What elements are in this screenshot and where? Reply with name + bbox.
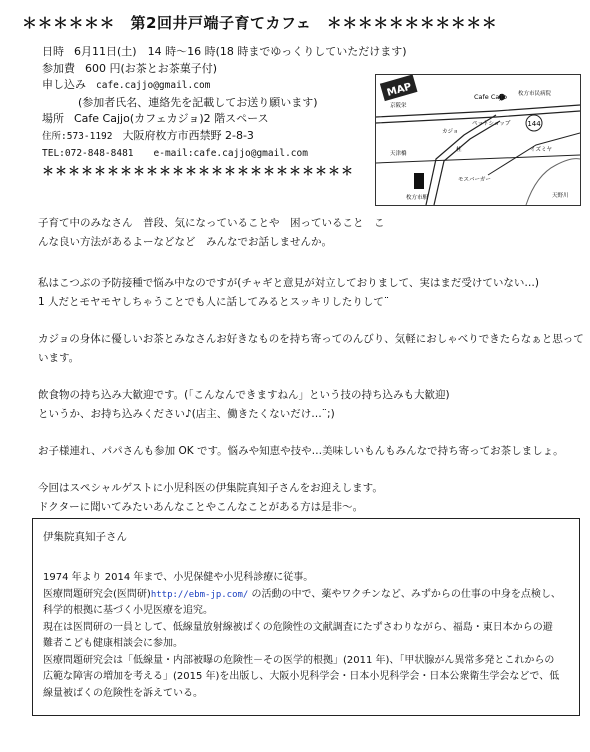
paragraph-4 — [38, 386, 578, 424]
map-kanjo: カジョ — [442, 129, 459, 135]
guest-line — [43, 587, 569, 604]
map-tenmin: 京阪栄 — [390, 103, 407, 109]
paragraph-3-line: カジョの身体に優しいお茶とみなさんお好きなものを持ち寄ってのんびり、気軽におしゃべりできたらなぁと思って — [38, 333, 584, 345]
access-map — [375, 74, 581, 206]
map-pet: ペットショップ — [472, 121, 511, 127]
station-icon — [414, 173, 424, 189]
map-cafe: Cafe Cajjo — [474, 93, 507, 101]
paragraph-4-line: というか、お持ち込みください♪(店主、働きたくないだけ…¨;) — [38, 408, 335, 420]
apply-note: (参加者氏名、連絡先を記載してお送り願います) — [78, 95, 318, 109]
contact-row — [42, 145, 392, 163]
guest-line: 広範な障害の増加を考える」(2015 年)を出版し、大阪小児科学会・日本小児科学会・日本公衆衛生学会などで、低 — [43, 671, 560, 682]
address-label: 住所:573-1192 — [42, 130, 113, 142]
map-route: 144 — [527, 120, 541, 128]
fee-row — [42, 61, 392, 78]
paragraph-6-line: ドクターに聞いてみたいあんなことやこんなことがある方は是非～。 — [38, 501, 364, 513]
paragraph-2-line: 私はこつぶの予防接種で悩み中なのですが(チャギと意見が対立しておりまして、実はまだ受けていない…) — [38, 277, 539, 289]
paragraph-4-line: 飲食物の持ち込み大歓迎です。(「こんなんできますねん」という技の持ち込みも大歓迎) — [38, 389, 450, 401]
ebm-website-link[interactable]: http://ebm-jp.com/ — [150, 589, 249, 600]
place-label: 場所 — [42, 112, 64, 125]
guest-line: 現在は医問研の一員として、低線量放射線被ばくの危険性の文献調査にたずさわりながら、福島・東日本からの避 — [43, 621, 553, 633]
tel-value: TEL:072-848-8481 — [42, 148, 134, 159]
map-badge-text: MAP — [385, 81, 413, 99]
map-station: 枚方市駅 — [406, 195, 429, 201]
map-mos: モスバーガー — [458, 177, 491, 183]
paragraph-5 — [38, 442, 578, 461]
paragraph-1 — [38, 214, 578, 252]
map-pillar: 柱 — [456, 147, 462, 153]
paragraph-1-line: んな良い方法があるよーなどなど みんなでお話しませんか。 — [38, 236, 332, 248]
map-badge — [380, 75, 418, 101]
guest-line-part: 医療問題研究会(医問研) — [43, 588, 151, 600]
map-tenjin: 天津橋 — [390, 151, 407, 157]
date-label: 日時 — [42, 45, 64, 58]
paragraph-2-line: 1 人だとモヤモヤしちゃうことでも人に話してみるとスッキリしたりして¨ — [38, 296, 390, 308]
guest-line: 難者こども健康相談会に参加。 — [43, 638, 183, 649]
map-river-label: 天野川 — [552, 193, 569, 199]
paragraph-2 — [38, 274, 578, 312]
fee-value: 600 円(お茶とお茶菓子付) — [85, 61, 218, 75]
address-row — [42, 128, 392, 146]
map-izumiya: イズミヤ — [530, 147, 552, 153]
star-divider: ＊＊＊＊＊＊＊＊＊＊＊＊＊＊＊＊＊＊＊＊＊＊＊＊ — [42, 163, 355, 178]
guest-profile-box — [32, 518, 580, 716]
paragraph-5-line: お子様連れ、パパさんも参加 OK です。悩みや知恵や技や…美味しいもんもみんなで持ち寄ってお茶しましょ。 — [38, 445, 564, 457]
event-description — [38, 214, 584, 535]
map-road-top — [376, 105, 580, 117]
place-value: Cafe Cajjo(カフェカジョ)2 階スペース — [74, 112, 269, 125]
guest-line: 線量被ばくの危険性を訴えている。 — [43, 687, 203, 699]
paragraph-3 — [38, 330, 584, 368]
event-title: ＊＊＊＊＊＊ 第2回井戸端子育てカフェ ＊＊＊＊＊＊＊＊＊＊＊ — [22, 14, 498, 32]
guest-name: 伊集院真知子さん — [43, 531, 127, 543]
address-value: 大阪府枚方市西禁野 2-8-3 — [122, 128, 254, 142]
map-hospital: 枚方市民病院 — [518, 91, 552, 97]
paragraph-3-line: います。 — [38, 352, 80, 364]
map-graphic — [376, 75, 580, 205]
apply-email-link[interactable]: cafe.cajjo@gmail.com — [96, 80, 211, 91]
paragraph-6 — [38, 479, 578, 517]
date-row — [42, 44, 407, 61]
map-road-mid — [376, 155, 580, 163]
guest-line: 医療問題研究会は「低線量・内部被曝の危険性－その医学的根拠」(2011 年)、「甲状腺がん異常多発とこれからの — [43, 654, 555, 666]
guest-line: 1974 年より 2014 年まで、小児保健や小児科診療に従事。 — [43, 572, 314, 583]
paragraph-1-line: 子育て中のみなさん 普段、気になっていることや 困っていること こ — [38, 217, 385, 229]
place-row — [42, 111, 392, 128]
apply-row — [42, 77, 392, 95]
contact-email-link[interactable]: e-mail:cafe.cajjo@gmail.com — [153, 148, 308, 159]
map-road-right — [488, 133, 580, 175]
guest-line: 科学的根拠に基づく小児医療を追究。 — [43, 605, 213, 616]
date-value: 6月11日(土) 14 時～16 時(18 時までゆっくりしていただけます) — [74, 45, 407, 58]
guest-line-part: の活動の中で、薬やワクチンなど、みずからの仕事の中身を点検し、 — [248, 588, 561, 600]
apply-label: 申し込み — [42, 78, 86, 91]
paragraph-6-line: 今回はスペシャルゲストに小児科医の伊集院真知子さんをお迎えします。 — [38, 482, 383, 494]
fee-label: 参加費 — [42, 61, 75, 75]
